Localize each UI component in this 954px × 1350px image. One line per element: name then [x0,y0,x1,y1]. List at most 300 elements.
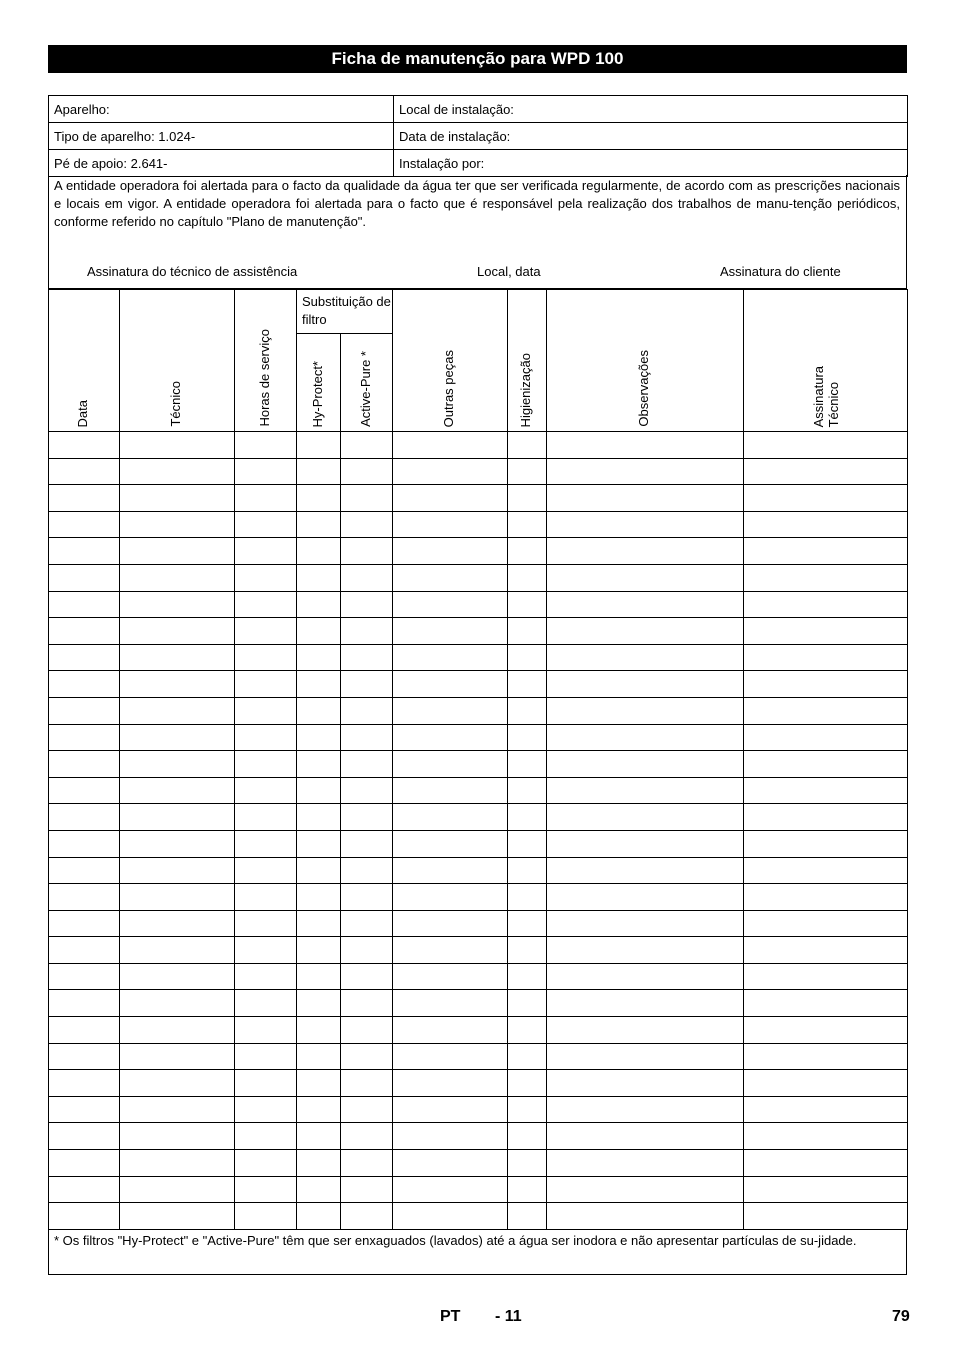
log-cell[interactable] [508,1070,547,1097]
log-cell[interactable] [744,1176,908,1203]
log-cell[interactable] [547,857,744,884]
log-cell[interactable] [744,432,908,459]
log-cell[interactable] [744,697,908,724]
log-cell[interactable] [297,432,341,459]
log-cell[interactable] [547,538,744,565]
log-cell[interactable] [49,564,120,591]
log-cell[interactable] [49,1150,120,1177]
log-cell[interactable] [235,697,297,724]
log-cell[interactable] [235,1043,297,1070]
log-cell[interactable] [341,857,393,884]
log-cell[interactable] [341,485,393,512]
log-cell[interactable] [120,990,235,1017]
log-cell[interactable] [120,804,235,831]
log-cell[interactable] [120,857,235,884]
log-cell[interactable] [547,910,744,937]
log-cell[interactable] [49,1096,120,1123]
log-cell[interactable] [508,697,547,724]
log-cell[interactable] [508,1150,547,1177]
log-cell[interactable] [49,458,120,485]
log-cell[interactable] [49,1123,120,1150]
log-cell[interactable] [547,511,744,538]
log-cell[interactable] [120,591,235,618]
log-cell[interactable] [341,910,393,937]
log-cell[interactable] [341,884,393,911]
log-cell[interactable] [393,751,508,778]
log-row [49,1150,908,1177]
log-cell[interactable] [744,777,908,804]
log-cell[interactable] [508,884,547,911]
log-cell[interactable] [49,538,120,565]
log-row [49,618,908,645]
log-cell[interactable] [235,618,297,645]
log-cell[interactable] [120,1203,235,1230]
log-cell[interactable] [49,751,120,778]
log-cell[interactable] [744,937,908,964]
language-code: PT [440,1308,461,1325]
log-cell[interactable] [393,1043,508,1070]
page-title: Ficha de manutenção para WPD 100 [48,45,907,73]
log-cell[interactable] [235,671,297,698]
log-row [49,1070,908,1097]
log-cell[interactable] [120,884,235,911]
log-cell[interactable] [393,777,508,804]
log-cell[interactable] [297,751,341,778]
log-cell[interactable] [297,671,341,698]
log-cell[interactable] [235,830,297,857]
log-cell[interactable] [120,1176,235,1203]
log-cell[interactable] [508,777,547,804]
log-cell[interactable] [49,963,120,990]
log-cell[interactable] [508,1203,547,1230]
log-cell[interactable] [120,1043,235,1070]
log-cell[interactable] [120,937,235,964]
notice-text: A entidade operadora foi alertada para o facto da qualidade da água ter que ser verificada regularmente, de acordo com as prescrições nacionais e locais em vigor. A entidade operadora foi alertada para o facto que é responsável pela realização dos trabalhos de manu-tenção periódicos, conforme referido no capítulo "Plano de manutenção". [54,178,900,229]
log-cell[interactable] [297,1017,341,1044]
log-cell[interactable] [120,910,235,937]
support-foot-field: Pé de apoio: 2.641- [49,150,394,177]
log-cell[interactable] [49,1070,120,1097]
log-cell[interactable] [341,1150,393,1177]
log-cell[interactable] [49,432,120,459]
log-cell[interactable] [297,1043,341,1070]
log-cell[interactable] [49,697,120,724]
log-cell[interactable] [547,564,744,591]
header-technician: Técnico [120,290,235,432]
log-cell[interactable] [235,963,297,990]
log-cell[interactable] [547,937,744,964]
log-cell[interactable] [297,697,341,724]
log-cell[interactable] [744,1150,908,1177]
log-cell[interactable] [744,458,908,485]
log-cell[interactable] [49,591,120,618]
log-cell[interactable] [744,1070,908,1097]
log-cell[interactable] [547,697,744,724]
log-cell[interactable] [393,1176,508,1203]
log-cell[interactable] [547,1043,744,1070]
log-cell[interactable] [341,564,393,591]
log-cell[interactable] [235,751,297,778]
log-cell[interactable] [341,511,393,538]
log-cell[interactable] [508,511,547,538]
log-cell[interactable] [744,830,908,857]
log-cell[interactable] [341,697,393,724]
log-cell[interactable] [393,1017,508,1044]
operator-notice [48,175,907,289]
log-cell[interactable] [49,511,120,538]
log-cell[interactable] [393,618,508,645]
log-cell[interactable] [744,671,908,698]
log-cell[interactable] [393,990,508,1017]
log-cell[interactable] [235,538,297,565]
log-cell[interactable] [547,458,744,485]
log-cell[interactable] [508,804,547,831]
log-cell[interactable] [49,1017,120,1044]
log-cell[interactable] [297,724,341,751]
log-cell[interactable] [49,671,120,698]
log-cell[interactable] [508,724,547,751]
log-cell[interactable] [393,963,508,990]
log-cell[interactable] [297,485,341,512]
log-cell[interactable] [547,1150,744,1177]
log-cell[interactable] [235,1203,297,1230]
log-cell[interactable] [393,671,508,698]
log-row [49,751,908,778]
log-cell[interactable] [547,830,744,857]
log-cell[interactable] [744,511,908,538]
log-cell[interactable] [297,1150,341,1177]
log-cell[interactable] [120,830,235,857]
log-cell[interactable] [49,1043,120,1070]
log-cell[interactable] [393,857,508,884]
log-row [49,511,908,538]
log-row [49,830,908,857]
log-cell[interactable] [744,724,908,751]
log-cell[interactable] [341,671,393,698]
log-cell[interactable] [297,458,341,485]
log-cell[interactable] [120,538,235,565]
installation-date-field: Data de instalação: [394,123,908,150]
log-cell[interactable] [120,511,235,538]
log-cell[interactable] [508,857,547,884]
log-cell[interactable] [508,564,547,591]
log-cell[interactable] [341,751,393,778]
log-row [49,857,908,884]
log-cell[interactable] [508,591,547,618]
log-cell[interactable] [547,618,744,645]
log-cell[interactable] [341,724,393,751]
log-cell[interactable] [744,910,908,937]
log-cell[interactable] [120,671,235,698]
log-cell[interactable] [744,618,908,645]
log-cell[interactable] [235,1017,297,1044]
log-cell[interactable] [235,884,297,911]
log-cell[interactable] [547,1203,744,1230]
log-cell[interactable] [49,1176,120,1203]
log-row [49,564,908,591]
log-cell[interactable] [49,937,120,964]
log-cell[interactable] [341,538,393,565]
log-cell[interactable] [393,724,508,751]
log-cell[interactable] [297,564,341,591]
log-cell[interactable] [235,857,297,884]
log-cell[interactable] [120,485,235,512]
log-cell[interactable] [120,618,235,645]
log-cell[interactable] [508,1043,547,1070]
log-cell[interactable] [297,1203,341,1230]
log-cell[interactable] [341,1017,393,1044]
installation-location-field: Local de instalação: [394,96,908,123]
log-cell[interactable] [120,432,235,459]
log-cell[interactable] [341,1070,393,1097]
log-cell[interactable] [547,671,744,698]
log-row [49,591,908,618]
log-cell[interactable] [508,458,547,485]
log-cell[interactable] [49,857,120,884]
device-field: Aparelho: [49,96,394,123]
log-cell[interactable] [393,1203,508,1230]
log-cell[interactable] [49,1203,120,1230]
log-cell[interactable] [235,990,297,1017]
log-cell[interactable] [744,884,908,911]
log-cell[interactable] [297,830,341,857]
log-cell[interactable] [235,777,297,804]
log-cell[interactable] [341,990,393,1017]
log-cell[interactable] [508,937,547,964]
log-cell[interactable] [49,884,120,911]
log-cell[interactable] [393,1096,508,1123]
log-row [49,644,908,671]
log-cell[interactable] [744,1017,908,1044]
log-cell[interactable] [547,963,744,990]
log-cell[interactable] [341,1203,393,1230]
log-cell[interactable] [341,777,393,804]
log-cell[interactable] [341,1096,393,1123]
log-cell[interactable] [393,511,508,538]
log-cell[interactable] [341,1123,393,1150]
log-cell[interactable] [393,1123,508,1150]
log-cell[interactable] [120,1150,235,1177]
log-cell[interactable] [744,644,908,671]
log-cell[interactable] [744,1096,908,1123]
log-cell[interactable] [393,432,508,459]
log-cell[interactable] [297,1123,341,1150]
log-cell[interactable] [547,804,744,831]
log-cell[interactable] [508,644,547,671]
log-cell[interactable] [508,432,547,459]
log-cell[interactable] [297,538,341,565]
log-cell[interactable] [393,937,508,964]
log-cell[interactable] [297,804,341,831]
log-cell[interactable] [235,564,297,591]
log-cell[interactable] [120,1096,235,1123]
log-cell[interactable] [297,990,341,1017]
log-cell[interactable] [744,990,908,1017]
log-cell[interactable] [120,777,235,804]
log-cell[interactable] [393,1070,508,1097]
log-cell[interactable] [297,884,341,911]
log-cell[interactable] [744,963,908,990]
log-cell[interactable] [120,458,235,485]
log-cell[interactable] [341,432,393,459]
header-date: Data [49,290,120,432]
log-cell[interactable] [235,1150,297,1177]
log-cell[interactable] [49,485,120,512]
log-cell[interactable] [297,591,341,618]
log-cell[interactable] [744,538,908,565]
log-cell[interactable] [120,1123,235,1150]
log-cell[interactable] [341,644,393,671]
log-cell[interactable] [547,1096,744,1123]
log-cell[interactable] [297,1096,341,1123]
log-cell[interactable] [508,1096,547,1123]
log-cell[interactable] [341,1043,393,1070]
log-cell[interactable] [120,751,235,778]
header-technician-signature: Assinatura Técnico [744,290,908,432]
log-cell[interactable] [547,777,744,804]
log-cell[interactable] [297,1070,341,1097]
log-cell[interactable] [235,485,297,512]
log-cell[interactable] [297,1176,341,1203]
log-cell[interactable] [744,1203,908,1230]
log-cell[interactable] [235,724,297,751]
log-cell[interactable] [508,485,547,512]
log-cell[interactable] [547,485,744,512]
log-cell[interactable] [744,804,908,831]
log-cell[interactable] [235,644,297,671]
log-cell[interactable] [508,671,547,698]
log-cell[interactable] [744,857,908,884]
log-cell[interactable] [235,591,297,618]
log-cell[interactable] [235,458,297,485]
log-cell[interactable] [547,1123,744,1150]
log-cell[interactable] [393,910,508,937]
log-cell[interactable] [49,644,120,671]
log-cell[interactable] [508,990,547,1017]
page-number: 79 [892,1308,910,1325]
log-cell[interactable] [508,1176,547,1203]
log-cell[interactable] [297,618,341,645]
log-cell[interactable] [508,538,547,565]
log-cell[interactable] [235,1096,297,1123]
header-hy-protect: Hy-Protect* [297,334,341,432]
log-cell[interactable] [508,963,547,990]
log-cell[interactable] [49,830,120,857]
log-cell[interactable] [341,618,393,645]
log-cell[interactable] [297,777,341,804]
log-row [49,1176,908,1203]
log-cell[interactable] [393,591,508,618]
log-cell[interactable] [744,1043,908,1070]
log-row [49,910,908,937]
log-cell[interactable] [547,1070,744,1097]
log-cell[interactable] [120,644,235,671]
log-cell[interactable] [393,830,508,857]
installed-by-field: Instalação por: [394,150,908,177]
log-cell[interactable] [393,458,508,485]
log-cell[interactable] [120,963,235,990]
log-cell[interactable] [297,857,341,884]
log-cell[interactable] [393,538,508,565]
log-cell[interactable] [49,910,120,937]
log-cell[interactable] [235,910,297,937]
log-cell[interactable] [120,697,235,724]
log-cell[interactable] [547,1017,744,1044]
log-cell[interactable] [744,485,908,512]
log-cell[interactable] [744,564,908,591]
log-cell[interactable] [235,432,297,459]
log-cell[interactable] [297,937,341,964]
log-cell[interactable] [120,564,235,591]
log-cell[interactable] [341,937,393,964]
log-cell[interactable] [120,724,235,751]
log-cell[interactable] [341,1176,393,1203]
log-row [49,458,908,485]
log-cell[interactable] [235,511,297,538]
log-cell[interactable] [393,804,508,831]
log-cell[interactable] [235,1070,297,1097]
log-cell[interactable] [744,1123,908,1150]
log-cell[interactable] [547,884,744,911]
log-row [49,1043,908,1070]
log-cell[interactable] [341,963,393,990]
log-cell[interactable] [508,1123,547,1150]
log-cell[interactable] [547,990,744,1017]
log-cell[interactable] [49,618,120,645]
log-cell[interactable] [393,485,508,512]
log-cell[interactable] [235,804,297,831]
log-cell[interactable] [235,1176,297,1203]
log-cell[interactable] [297,644,341,671]
log-cell[interactable] [547,724,744,751]
log-cell[interactable] [341,830,393,857]
log-cell[interactable] [393,564,508,591]
log-cell[interactable] [49,804,120,831]
log-cell[interactable] [120,1017,235,1044]
log-cell[interactable] [508,830,547,857]
log-cell[interactable] [297,910,341,937]
log-cell[interactable] [393,697,508,724]
log-cell[interactable] [744,591,908,618]
header-active-pure: Active-Pure * [341,334,393,432]
log-cell[interactable] [235,937,297,964]
log-cell[interactable] [547,432,744,459]
log-cell[interactable] [49,990,120,1017]
log-cell[interactable] [235,1123,297,1150]
log-cell[interactable] [547,751,744,778]
log-cell[interactable] [341,458,393,485]
log-cell[interactable] [508,1017,547,1044]
log-row [49,804,908,831]
log-cell[interactable] [547,644,744,671]
log-cell[interactable] [341,591,393,618]
log-cell[interactable] [49,724,120,751]
log-cell[interactable] [547,1176,744,1203]
log-cell[interactable] [393,644,508,671]
log-cell[interactable] [393,1150,508,1177]
log-cell[interactable] [49,777,120,804]
log-cell[interactable] [297,963,341,990]
log-cell[interactable] [508,751,547,778]
log-cell[interactable] [508,618,547,645]
log-cell[interactable] [297,511,341,538]
log-cell[interactable] [341,804,393,831]
log-cell[interactable] [547,591,744,618]
log-cell[interactable] [120,1070,235,1097]
log-cell[interactable] [393,884,508,911]
log-cell[interactable] [508,910,547,937]
log-cell[interactable] [744,751,908,778]
